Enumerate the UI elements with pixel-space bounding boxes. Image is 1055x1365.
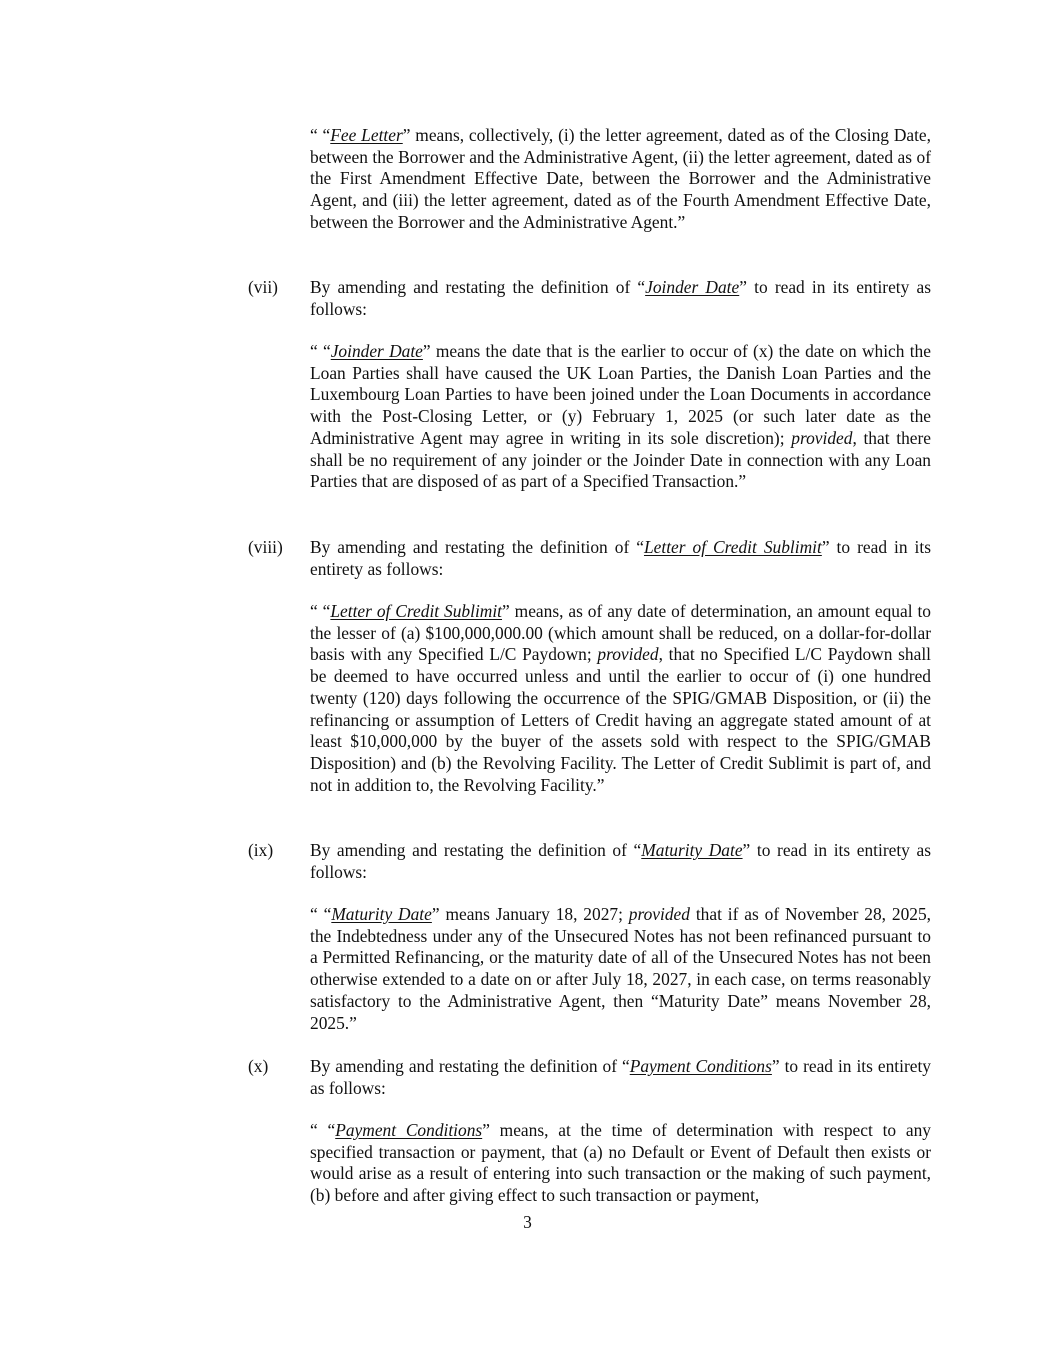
defined-term: Maturity Date — [641, 840, 743, 860]
quote-open: “ “ — [310, 904, 332, 924]
item-text: By amending and restating the definition of “Payment Conditions” to read in its entirety as follows: — [310, 1056, 931, 1098]
item-text: By amending and restating the definition of “Joinder Date” to read in its entirety as follows: — [310, 277, 931, 319]
definition-text: ” means the date that is the earlier to occur of (x) the date on which the Loan Parties shall have caused the UK Loan Parties, the Danish Loan Parties and the Luxembourg Loan Parties to have been joined under the Loan Documents in accordance with the Post-Closing Letter, or (y) February 1, 2025 (or such later date as the Administrative Agent may agree in writing in its sole discretion); — [310, 341, 931, 448]
provided-proviso: provided — [791, 427, 853, 448]
maturity-date-definition — [310, 904, 931, 1034]
definition-text: ” means, as of any date of determination, an amount equal to the lesser of (a) $100,000,000.00 (which amount shall be reduced, on a dollar-for-dollar basis with any Specified L/C Paydown; — [310, 601, 931, 665]
item-text: By amending and restating the definition of “Maturity Date” to read in its entirety as follows: — [310, 840, 931, 882]
defined-term: Fee Letter — [330, 125, 403, 145]
letter-of-credit-sublimit-definition — [310, 601, 931, 796]
amendment-item-viii — [248, 537, 931, 580]
item-number: (x) — [248, 1056, 269, 1076]
defined-term: Letter of Credit Sublimit — [330, 601, 503, 621]
item-number: (vii) — [248, 277, 278, 297]
definition-text: , that there shall be no requirement of any joinder or the Joinder Date in connection with any Loan Parties that are disposed of as part of a Specified Transaction.” — [310, 427, 931, 492]
amendment-item-vii — [248, 277, 931, 320]
joinder-date-definition — [310, 341, 931, 493]
provided-proviso: provided — [597, 644, 659, 665]
payment-conditions-definition — [310, 1120, 931, 1207]
item-number: (ix) — [248, 840, 274, 860]
defined-term: Maturity Date — [331, 904, 432, 924]
item-number: (viii) — [248, 537, 283, 557]
defined-term: Joinder Date — [330, 341, 423, 361]
defined-term: Letter of Credit Sublimit — [643, 537, 822, 557]
definition-text: ” means, collectively, (i) the letter agreement, dated as of the Closing Date, between the Borrower and the Administrative Agent, (ii) the letter agreement, dated as of the First Amendment Effective Date, between the Borrower and the Administrative Agent, and (iii) the letter agreement, dated as of the Fourth Amendment Effective Date, between the Borrower and the Administrative Agent.” — [310, 125, 931, 232]
definition-text: ” means, at the time of determination with respect to any specified transaction or payment, that (a) no Default or Event of Default then exists or would arise as a result of entering into such transaction or the making of such payment, (b) before and after giving effect to such transaction or payment, — [310, 1120, 931, 1206]
page-number: 3 — [523, 1212, 532, 1232]
quote-open: “ “ — [310, 341, 331, 361]
provided-proviso: provided — [628, 904, 690, 924]
item-text: By amending and restating the definition of “Letter of Credit Sublimit” to read in its entirety as follows: — [310, 537, 931, 579]
defined-term: Payment Conditions — [335, 1120, 483, 1140]
quote-open: “ “ — [310, 601, 331, 621]
quote-open: “ “ — [310, 1120, 336, 1140]
amendment-item-x — [248, 1056, 931, 1099]
amendment-item-ix — [248, 840, 931, 883]
definition-text: ” means January 18, 2027; — [431, 904, 629, 924]
definition-text: , that no Specified L/C Paydown shall be deemed to have occurred unless and until the earlier to occur of (i) one hundred twenty (120) days following the occurrence of the SPIG/GMAB Disposition, or (ii) the refinancing or assumption of Letters of Credit having an aggregate stated amount of at least $10,000,000 by the buyer of the assets sold with respect to the SPIG/GMAB Disposition) and (b) the Revolving Facility. The Letter of Credit Sublimit is part of, and not in addition to, the Revolving Facility.” — [310, 644, 931, 795]
quote-open: “ “ — [310, 125, 331, 145]
defined-term: Joinder Date — [645, 277, 740, 297]
definition-text: that if as of November 28, 2025, the Indebtedness under any of the Unsecured Notes has not been refinanced pursuant to a Permitted Refinancing, or the maturity date of all of the Unsecured Notes has not been otherwise extended to a date on or after July 18, 2027, in each case, on terms reasonably satisfactory to the Administrative Agent, then “Maturity Date” means November 28, 2025.” — [310, 904, 932, 1033]
fee-letter-definition — [310, 125, 931, 234]
defined-term: Payment Conditions — [629, 1056, 772, 1076]
